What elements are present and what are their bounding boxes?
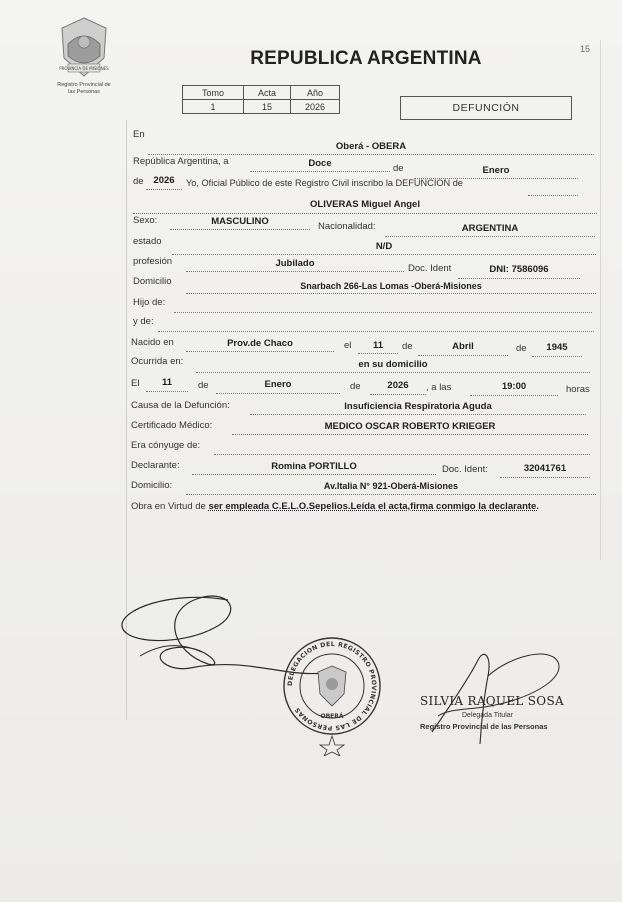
- official-office: Registro Provincial de las Personas: [420, 722, 548, 731]
- nacionalidad-value: ARGENTINA: [461, 223, 519, 234]
- yde-dots: [158, 331, 594, 332]
- nacido-value: Prov.de Chaco: [227, 338, 293, 349]
- certificado-value: MEDICO OSCAR ROBERTO KRIEGER: [324, 421, 496, 432]
- causa-value: Insuficiencia Respiratoria Aguda: [344, 401, 492, 412]
- nac-mes-value: Abril: [452, 341, 474, 352]
- en-dots: [148, 154, 594, 155]
- document-title: REPUBLICA ARGENTINA: [250, 48, 482, 69]
- profesion-value: Jubilado: [275, 258, 315, 269]
- nacido-dots: [186, 351, 334, 352]
- tomo-header: Tomo: [183, 86, 244, 100]
- nac-anio-dots: [532, 356, 582, 357]
- el-label: el: [344, 340, 352, 351]
- hijo-dots: [174, 312, 592, 313]
- stamp-city: OBERÁ: [320, 713, 344, 720]
- def-hora-value: 19:00: [501, 381, 527, 392]
- horas-label: horas: [566, 384, 590, 395]
- profesion-label: profesión: [133, 256, 173, 267]
- acta-value: 15: [244, 100, 291, 114]
- yde-label: y de:: [133, 316, 154, 327]
- document-type-box: DEFUNCIÓN: [400, 96, 572, 120]
- ocurrida-label: Ocurrida en:: [131, 356, 184, 367]
- sexo-label: Sexo:: [133, 215, 158, 226]
- doc2-value: 32041761: [523, 463, 567, 474]
- doc-label: Doc. Ident: [408, 263, 452, 274]
- stamp-text: DELEGACION DEL REGISTRO PROVINCIAL DE LAS PERSONAS: [286, 640, 378, 732]
- nacido-label: Nacido en: [131, 337, 174, 348]
- obra-paragraph: [131, 499, 601, 514]
- estado-label: estado: [133, 236, 162, 247]
- conyuge-label: Era cónyuge de:: [131, 440, 201, 451]
- sexo-dots: [170, 229, 310, 230]
- domicilio2-dots: [186, 494, 596, 495]
- def-mes-dots: [216, 393, 340, 394]
- causa-dots: [250, 414, 586, 415]
- acta-header: Acta: [244, 86, 291, 100]
- de-label-c: de: [198, 380, 209, 391]
- def-dia-value: 11: [161, 377, 173, 388]
- logo-text: PROVINCIA DE MISIONES: [59, 66, 109, 71]
- estado-value: N/D: [375, 241, 393, 252]
- official-name: SILVIA RAQUEL SOSA: [420, 694, 564, 708]
- logo-caption-line2: las Personas: [68, 89, 100, 95]
- nac-dia-dots: [358, 353, 398, 354]
- oficial-dots: [528, 195, 578, 196]
- domicilio-value: Snarbach 266-Las Lomas -Oberá-Misiones: [300, 281, 482, 291]
- sexo-value: MASCULINO: [211, 216, 269, 227]
- republica-label: República Argentina, a: [133, 156, 229, 167]
- tomo-acta-table: [182, 85, 340, 114]
- nombre-dots: [133, 213, 597, 214]
- declarante-value: Romina PORTILLO: [271, 461, 357, 472]
- nac-anio-value: 1945: [546, 342, 568, 353]
- nac-mes-dots: [418, 355, 508, 356]
- estado-dots: [172, 254, 596, 255]
- domicilio-label: Domicilio: [133, 276, 172, 287]
- el2-label: El: [131, 378, 140, 389]
- ocurrida-dots: [196, 372, 590, 373]
- causa-label: Causa de la Defunción:: [131, 400, 230, 411]
- dia-dots: [250, 171, 390, 172]
- ocurrida-value: en su domicilio: [358, 359, 428, 370]
- doc-value: DNI: 7586096: [489, 264, 549, 275]
- mes-value: Enero: [482, 165, 510, 176]
- anio-dots: [146, 189, 182, 190]
- official-role: Delegada Titular: [462, 712, 513, 719]
- logo-caption-line1: Registro Provincial de: [57, 82, 111, 88]
- de-label-d: de: [350, 381, 361, 392]
- domicilio2-value: Av.Italia N° 921-Oberá-Misiones: [323, 481, 459, 491]
- def-anio-value: 2026: [387, 380, 409, 391]
- certificado-label: Certificado Médico:: [131, 420, 213, 431]
- anio-header: Año: [291, 86, 340, 100]
- anio-body-value: 2026: [153, 175, 175, 186]
- alas-label: , a las: [426, 382, 452, 393]
- declarante-label: Declarante:: [131, 460, 180, 471]
- obra-value: ser empleada C.E.L.O.Sepelios.Leída el acta,firma conmigo la declarante.: [208, 501, 539, 512]
- def-dia-dots: [146, 391, 188, 392]
- hijo-label: Hijo de:: [133, 297, 166, 308]
- nacionalidad-dots: [385, 236, 595, 237]
- de-label-2: de: [133, 176, 144, 187]
- nacionalidad-label: Nacionalidad:: [318, 221, 376, 232]
- doc2-label: Doc. Ident:: [442, 464, 488, 475]
- def-mes-value: Enero: [264, 379, 292, 390]
- certificado-dots: [232, 434, 588, 435]
- def-anio-dots: [370, 394, 426, 395]
- doc-dots: [458, 278, 580, 279]
- logo-caption: [40, 82, 128, 96]
- de-label-a: de: [402, 341, 413, 352]
- page-number: 15: [580, 44, 591, 54]
- doc2-dots: [500, 477, 590, 478]
- coat-of-arms-logo: [56, 14, 112, 80]
- anio-value: 2026: [291, 100, 340, 114]
- oficial-text: Yo, Oficial Público de este Registro Civil inscribo la DEFUNCION de: [186, 178, 463, 188]
- official-stamp: [282, 624, 382, 756]
- nombre-value: OLIVERAS Miguel Angel: [310, 199, 420, 210]
- en-label: En: [133, 129, 145, 140]
- dia-value: Doce: [308, 158, 332, 169]
- declarante-dots: [192, 474, 436, 475]
- def-hora-dots: [470, 395, 558, 396]
- tomo-value: 1: [183, 100, 244, 114]
- profesion-dots: [186, 271, 404, 272]
- conyuge-dots: [214, 454, 590, 455]
- de-label-b: de: [516, 343, 527, 354]
- domicilio-dots: [186, 293, 596, 294]
- en-value: Oberá - OBERA: [335, 141, 407, 152]
- obra-prefix: Obra en Virtud de: [131, 501, 206, 512]
- de-label-1: de: [393, 163, 404, 174]
- domicilio2-label: Domicilio:: [131, 480, 173, 491]
- nac-dia-value: 11: [372, 340, 384, 351]
- right-margin-line: [600, 40, 601, 560]
